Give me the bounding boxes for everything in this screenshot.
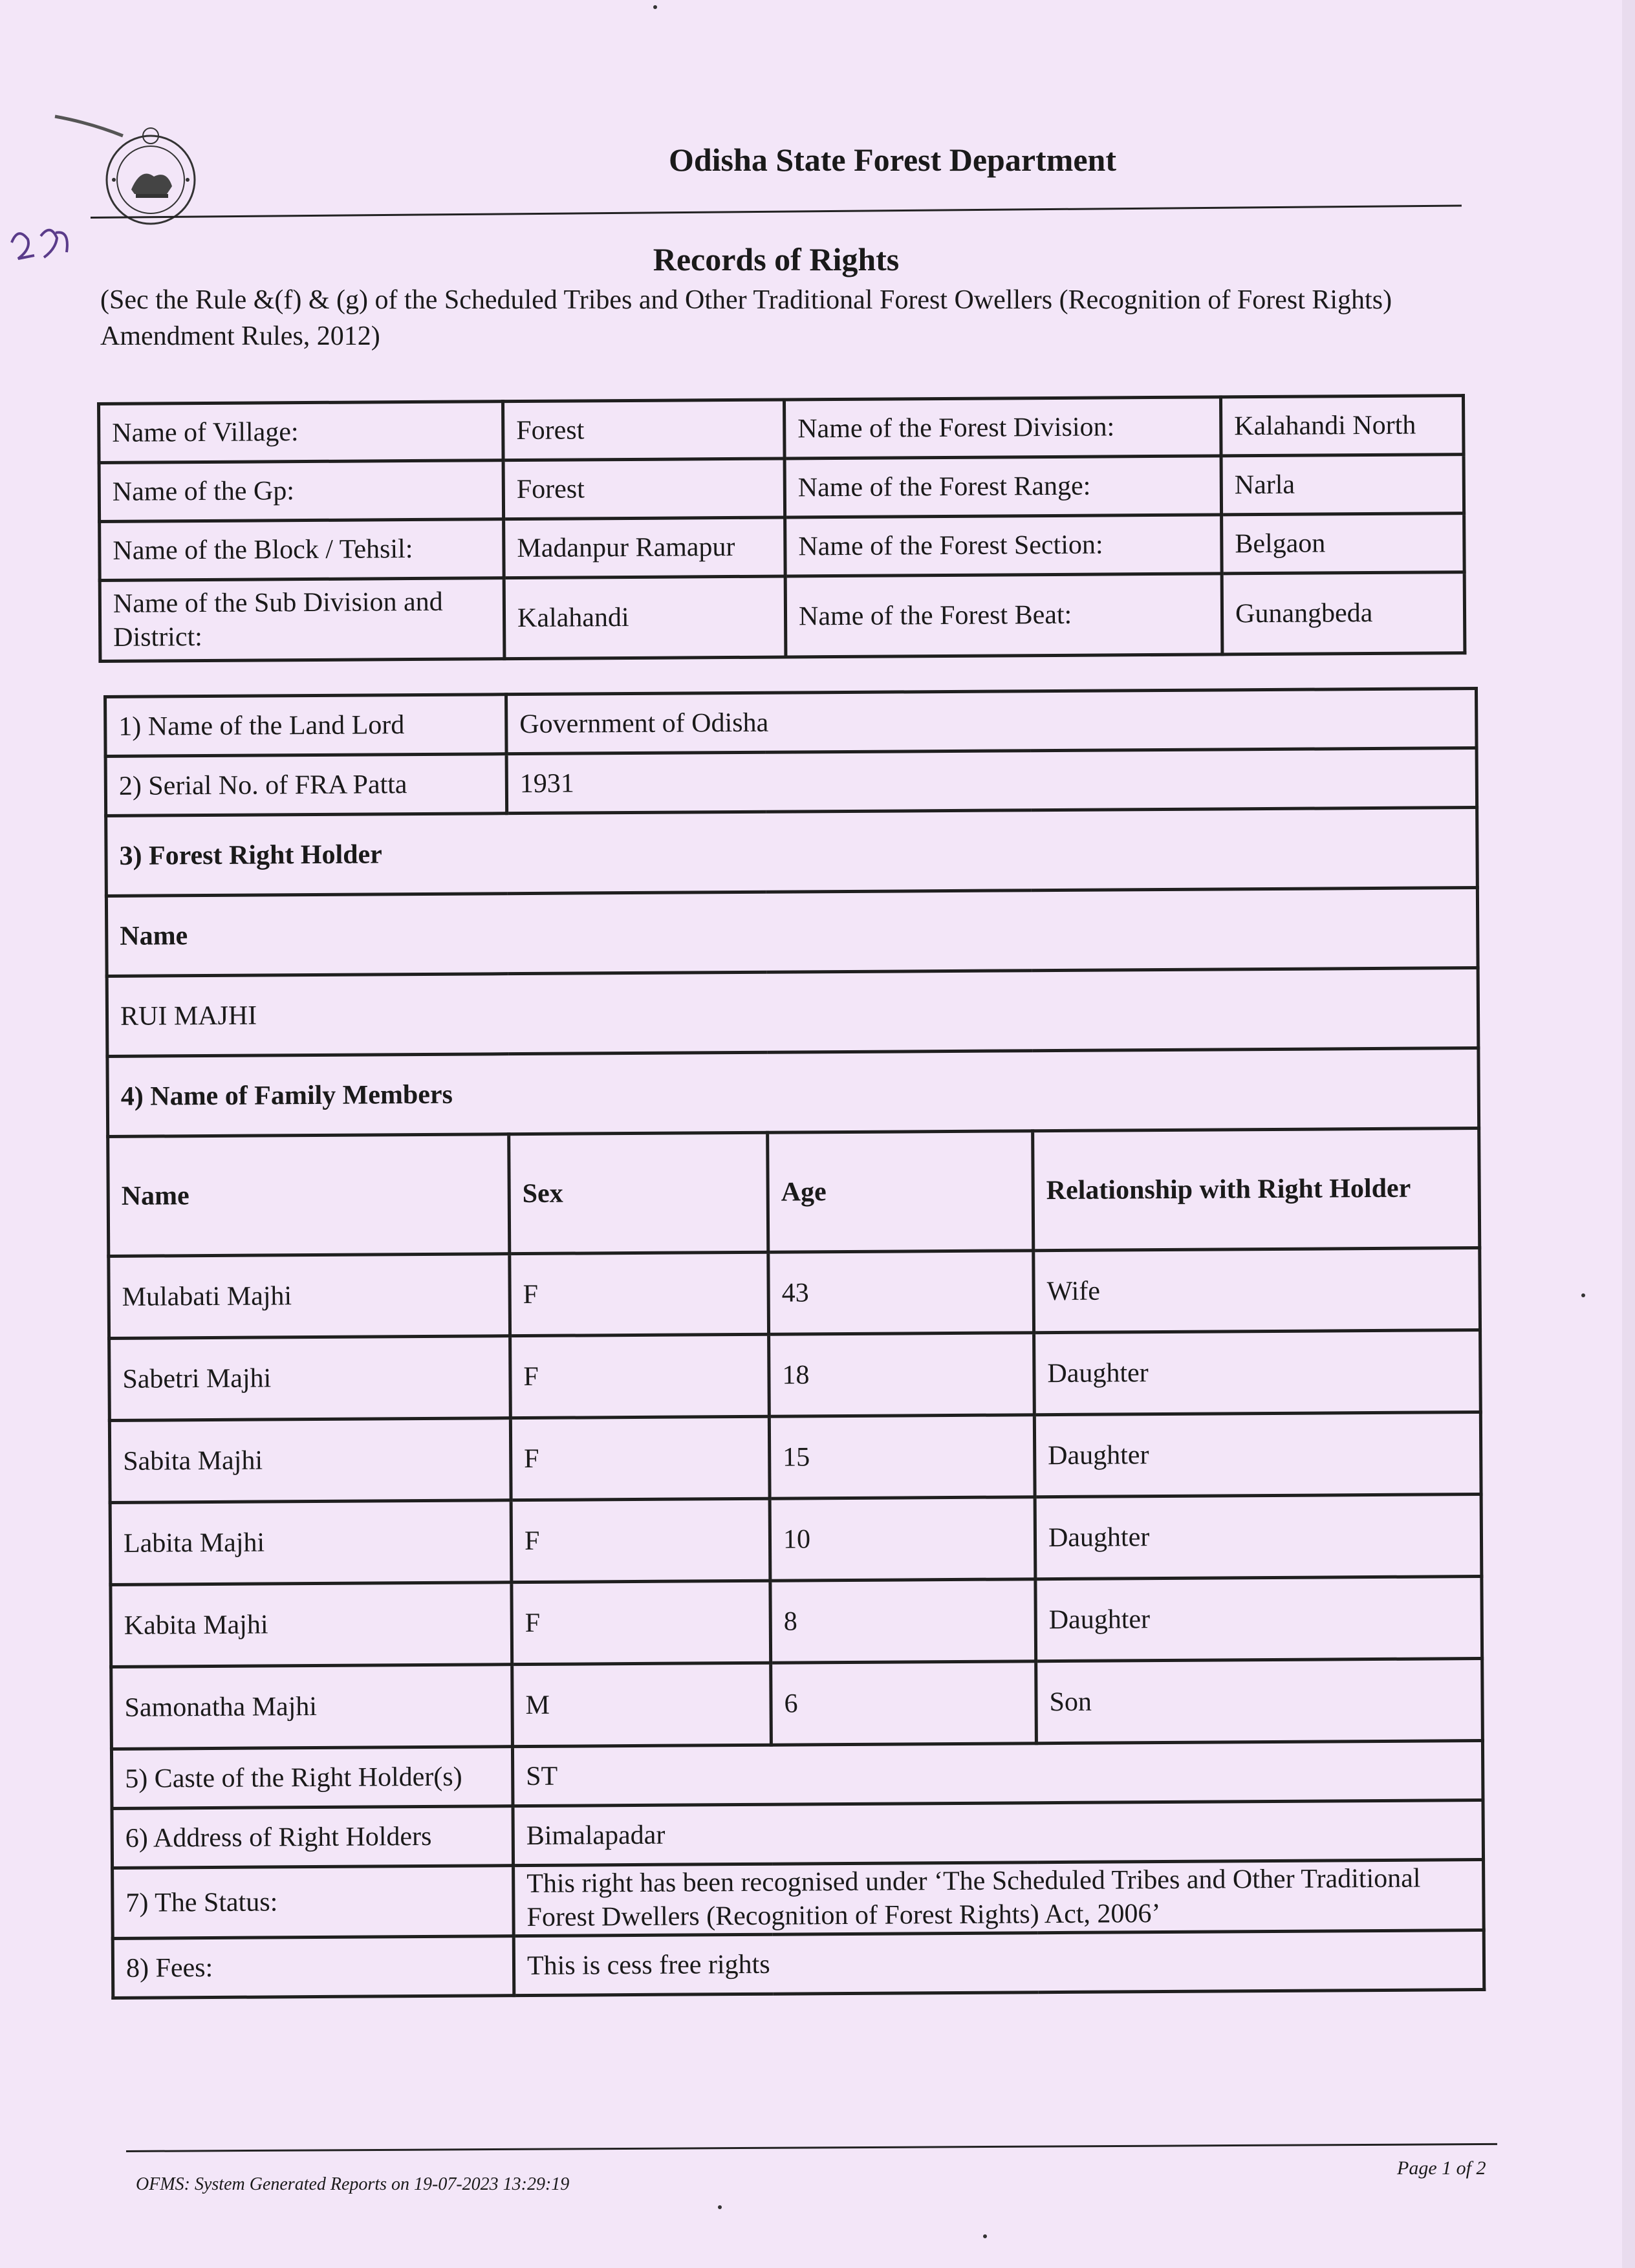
- forest-beat-value: Gunangbeda: [1222, 572, 1465, 654]
- location-row: [99, 396, 1464, 463]
- scan-speck: [653, 5, 657, 9]
- member-name: Sabetri Majhi: [109, 1336, 511, 1421]
- header-divider: [91, 204, 1462, 219]
- member-name: Mulabati Majhi: [109, 1254, 510, 1339]
- serial-value: 1931: [506, 748, 1477, 814]
- member-age: 6: [771, 1661, 1037, 1745]
- member-sex: F: [510, 1252, 769, 1335]
- member-name: Samonatha Majhi: [111, 1665, 513, 1749]
- forest-division-value: Kalahandi North: [1220, 396, 1464, 456]
- member-age: 18: [769, 1333, 1035, 1417]
- scan-speck: [1581, 1293, 1585, 1297]
- handwritten-mark: [5, 213, 83, 265]
- member-sex: F: [510, 1334, 770, 1418]
- subdivision-label: Name of the Sub Division and District:: [100, 578, 504, 662]
- status-line: This right has been recognised under ‘The Scheduled Tribes and Other Traditional: [526, 1863, 1421, 1899]
- family-section-row: [107, 1048, 1479, 1137]
- table-row: [111, 1659, 1483, 1749]
- page-number: Page 1 of 2: [1397, 2157, 1486, 2179]
- family-relationship-header: Relationship with Right Holder: [1033, 1129, 1480, 1251]
- location-details-block: [97, 394, 1466, 663]
- rights-record-table: [103, 687, 1486, 2000]
- member-name: Labita Majhi: [110, 1500, 512, 1585]
- gp-label: Name of the Gp:: [99, 460, 504, 522]
- family-header-row: [108, 1129, 1480, 1257]
- location-row: [99, 455, 1464, 522]
- block-value: Madanpur Ramapur: [504, 517, 786, 578]
- forest-section-value: Belgaon: [1222, 513, 1465, 574]
- village-value: Forest: [503, 400, 785, 460]
- gp-value: Forest: [503, 459, 785, 519]
- odisha-government-emblem-seal: [96, 122, 206, 232]
- location-details-table: [97, 394, 1466, 663]
- member-age: 10: [770, 1497, 1035, 1581]
- generated-timestamp: OFMS: System Generated Reports on 19-07-2023 13:29:19: [136, 2174, 570, 2194]
- caste-value: ST: [512, 1741, 1483, 1806]
- fees-value: This is cess free rights: [514, 1930, 1484, 1995]
- table-row: [111, 1577, 1482, 1667]
- location-row: [100, 572, 1465, 662]
- rule-reference-subtitle: (Sec the Rule &(f) & (g) of the Scheduled Tribes and Other Traditional Forest Owellers (Recognition of Forest Rights) Amendment Rules, 2012): [100, 285, 1392, 351]
- member-name: Kabita Majhi: [111, 1582, 512, 1667]
- family-section-heading: 4) Name of Family Members: [107, 1048, 1479, 1137]
- caste-row: [111, 1741, 1483, 1809]
- location-row: [100, 513, 1465, 581]
- rights-record-block: [103, 687, 1486, 2000]
- landlord-value: Government of Odisha: [506, 689, 1477, 754]
- serial-row: [105, 748, 1477, 816]
- caste-label: 5) Caste of the Right Holder(s): [111, 1747, 513, 1809]
- member-age: 43: [768, 1251, 1034, 1335]
- table-row: [110, 1495, 1482, 1585]
- forest-section-label: Name of the Forest Section:: [785, 515, 1222, 576]
- table-row: [109, 1330, 1481, 1421]
- holder-name-header-row: [106, 888, 1478, 977]
- forest-division-label: Name of the Forest Division:: [784, 397, 1221, 459]
- scan-speck: [718, 2205, 722, 2209]
- page-edge-shadow: [1622, 0, 1635, 2268]
- member-sex: F: [511, 1498, 770, 1582]
- village-label: Name of Village:: [99, 402, 504, 463]
- holder-section-row: [106, 808, 1478, 896]
- serial-label: 2) Serial No. of FRA Patta: [105, 754, 507, 816]
- holder-name-value: RUI MAJHI: [107, 968, 1478, 1057]
- address-value: Bimalapadar: [513, 1800, 1484, 1866]
- member-name: Sabita Majhi: [109, 1418, 511, 1503]
- address-row: [112, 1800, 1484, 1868]
- table-row: [109, 1412, 1481, 1503]
- member-relationship: Son: [1036, 1659, 1483, 1744]
- scan-speck: [983, 2234, 987, 2238]
- member-relationship: Daughter: [1034, 1412, 1481, 1497]
- status-label: 7) The Status:: [113, 1866, 514, 1939]
- block-label: Name of the Block / Tehsil:: [100, 519, 504, 581]
- forest-range-value: Narla: [1221, 455, 1464, 515]
- member-relationship: Daughter: [1035, 1495, 1482, 1579]
- holder-name-row: [107, 968, 1478, 1057]
- status-line: Forest Dwellers (Recognition of Forest Rights) Act, 2006’: [526, 1899, 1161, 1933]
- status-value: [514, 1860, 1484, 1936]
- landlord-row: [105, 689, 1477, 757]
- member-age: 8: [770, 1579, 1036, 1663]
- member-sex: F: [510, 1416, 770, 1500]
- family-age-header: Age: [768, 1131, 1034, 1253]
- fees-label: 8) Fees:: [113, 1936, 514, 1998]
- member-relationship: Daughter: [1034, 1330, 1481, 1415]
- forest-range-label: Name of the Forest Range:: [785, 456, 1222, 517]
- member-relationship: Daughter: [1035, 1577, 1482, 1661]
- fees-row: [113, 1930, 1484, 1998]
- member-sex: F: [512, 1581, 771, 1664]
- document-title: Records of Rights: [653, 241, 900, 277]
- subdivision-value: Kalahandi: [504, 576, 786, 659]
- family-sex-header: Sex: [509, 1132, 768, 1253]
- holder-name-header: Name: [106, 888, 1478, 977]
- member-relationship: Wife: [1034, 1248, 1480, 1333]
- address-label: 6) Address of Right Holders: [112, 1806, 514, 1868]
- member-sex: M: [512, 1663, 772, 1746]
- holder-section-heading: 3) Forest Right Holder: [106, 808, 1478, 896]
- member-age: 15: [769, 1415, 1035, 1499]
- family-name-header: Name: [108, 1134, 510, 1257]
- table-row: [109, 1248, 1480, 1339]
- landlord-label: 1) Name of the Land Lord: [105, 695, 507, 757]
- forest-beat-label: Name of the Forest Beat:: [785, 574, 1222, 657]
- department-title: Odisha State Forest Department: [668, 142, 1117, 178]
- status-row: [113, 1860, 1484, 1939]
- footer-divider: [126, 2143, 1497, 2152]
